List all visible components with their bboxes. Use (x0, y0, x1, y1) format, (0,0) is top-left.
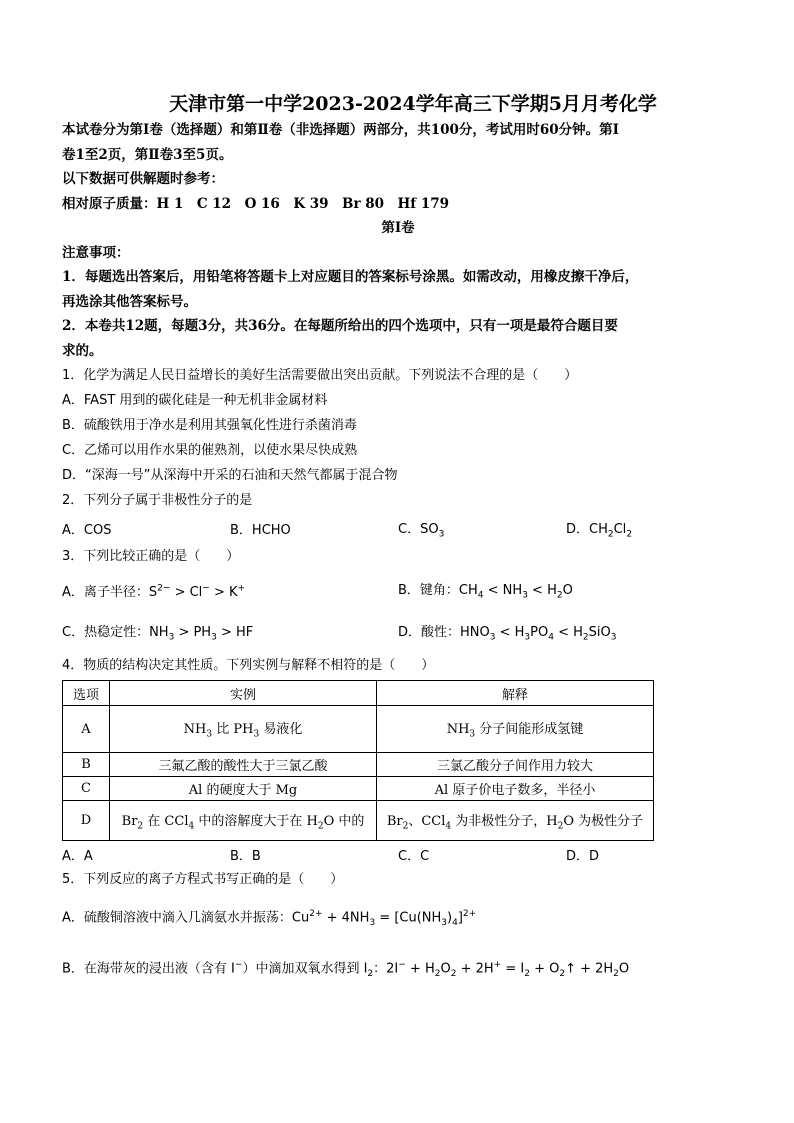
row-explanation: Al 原子价电子数多，半径小 (377, 777, 654, 801)
row-example: 三氟乙酸的酸性大于三氯乙酸 (110, 753, 377, 777)
intro-line-1: 本试卷分为第Ⅰ卷（选择题）和第Ⅱ卷（非选择题）两部分，共100分，考试用时60分钟。第Ⅰ (62, 122, 619, 138)
q2-stem: 2．下列分子属于非极性分子的是 (62, 493, 253, 508)
header-option: 选项 (63, 681, 110, 706)
row-example: $NH_3$ 比 $PH_3$ 易液化 (110, 706, 377, 753)
notice-item-1b: 再选涂其他答案标号。 (62, 293, 197, 310)
q5-stem: 5．下列反应的离子方程式书写正确的是（ ） (62, 872, 344, 887)
q2-option-b: B．HCHO (230, 523, 291, 538)
section-title: 第Ⅰ卷 (381, 220, 415, 236)
q2-option-c: C．$SO_3$ (398, 521, 445, 540)
q4-stem: 4．物质的结构决定其性质。下列实例与解释不相符的是（ ） (62, 658, 435, 673)
q3-option-d: D．酸性：$HNO_3 < H_3PO_4 < H_2SiO_3$ (398, 625, 617, 643)
q3-option-b: B．键角：$CH_4 < NH_3 < H_2O$ (398, 583, 573, 601)
q2-options (62, 513, 734, 544)
header-explanation: 解释 (377, 681, 654, 706)
exam-page (62, 90, 734, 994)
table-header-row (63, 681, 654, 706)
q3-options-row-2 (62, 611, 734, 653)
row-example: $Br_2$ 在 CCl$_4$ 中的溶解度大于在 $H_2O$ 中的 (110, 801, 377, 841)
notice-item-2b: 求的。 (62, 342, 103, 359)
q1-option-b: B．硫酸铁用于净水是利用其强氧化性进行杀菌消毒 (62, 418, 357, 433)
intro-line-3: 以下数据可供解题时参考： (62, 171, 224, 187)
q4-table (62, 680, 654, 841)
q4-options (62, 841, 734, 867)
table-row (63, 801, 654, 841)
table-row (63, 753, 654, 777)
q3-option-a: A．离子半径：$S^{2-} > Cl^- > K^+$ (62, 583, 246, 600)
q4-option-b: B．B (230, 848, 261, 864)
q3-stem: 3．下列比较正确的是（ ） (62, 549, 240, 564)
notice-heading: 注意事项： (62, 244, 130, 261)
q4-option-a: A．A (62, 848, 93, 864)
q4-option-c: C．C (398, 848, 430, 864)
row-option: C (63, 777, 110, 801)
table-row (63, 706, 654, 753)
page-title: 天津市第一中学2023-2024学年高三下学期5月月考化学 (169, 93, 657, 115)
q5-option-b: B．在海带灰的浸出液（含有 I−）中滴加双氧水得到 $I_2$：$2I^- + H_2O_2 + 2H^+ = I_2$ + $O_2↑ + 2H_2O$ (62, 959, 630, 979)
q1-option-a: A．FAST 用到的碳化硅是一种无机非金属材料 (62, 393, 328, 408)
row-option: B (63, 753, 110, 777)
q3-option-c: C．热稳定性：$NH_3 > PH_3$ > HF (62, 625, 254, 643)
q1-stem: 1．化学为满足人民日益增长的美好生活需要做出突出贡献。下列说法不合理的是（ ） (62, 368, 578, 383)
intro-line-2: 卷1至2页，第Ⅱ卷3至5页。 (62, 146, 233, 163)
header-example: 实例 (110, 681, 377, 706)
q1-option-d: D．“深海一号”从深海中开采的石油和天然气都属于混合物 (62, 468, 398, 483)
q3-options-row-1 (62, 569, 734, 611)
q2-option-d: D．$CH_2Cl_2$ (566, 521, 633, 540)
row-option: D (63, 801, 110, 841)
row-explanation: $NH_3$ 分子间能形成氢键 (377, 706, 654, 753)
q1-option-c: C．乙烯可以用作水果的催熟剂，以使水果尽快成熟 (62, 443, 358, 458)
q2-option-a: A．COS (62, 523, 112, 538)
notice-item-1a: 1．每题选出答案后，用铅笔将答题卡上对应题目的答案标号涂黑。如需改动，用橡皮擦干净后， (62, 269, 639, 285)
row-option: A (63, 706, 110, 753)
q4-option-d: D．D (566, 848, 600, 864)
q5-option-a: A．硫酸铜溶液中滴入几滴氨水并振荡：$Cu^{2+} + 4NH_3 = [Cu(NH_3)_4]^{2+}$ (62, 909, 477, 928)
notice-item-2a: 2．本卷共12题，每题3分，共36分。在每题所给出的四个选项中，只有一项是最符合题目要 (62, 318, 618, 334)
row-example: Al 的硬度大于 Mg (110, 777, 377, 801)
row-explanation: 三氯乙酸分子间作用力较大 (377, 753, 654, 777)
atomic-mass-line: 相对原子质量：H 1 C 12 O 16 K 39 Br 80 Hf 179 (62, 195, 449, 212)
table-row (63, 777, 654, 801)
row-explanation: $Br_2$、CCl$_4$ 为非极性分子，$H_2O$ 为极性分子 (377, 801, 654, 841)
